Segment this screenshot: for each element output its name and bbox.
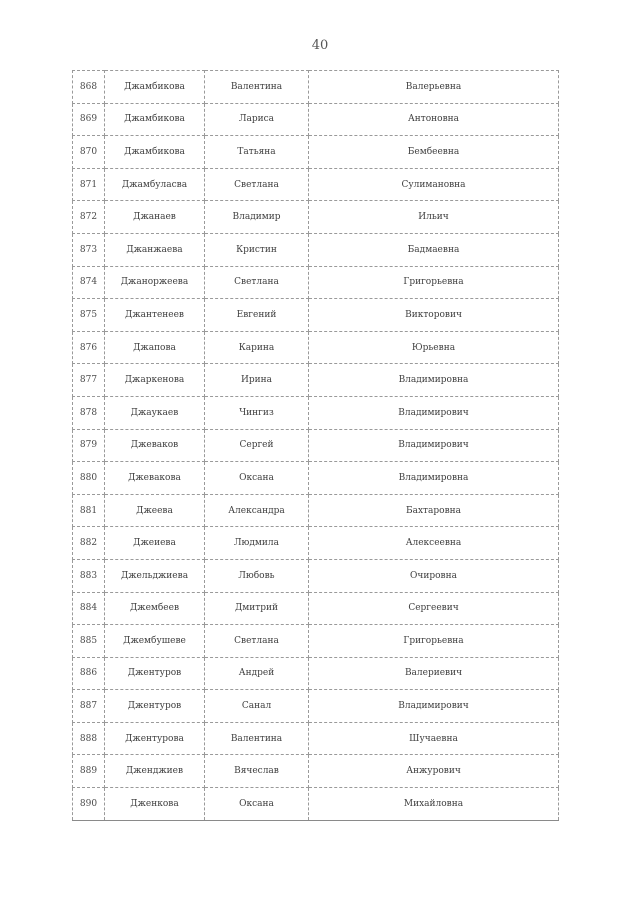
- surname-cell: Джевакова: [105, 462, 205, 495]
- row-number-cell: 871: [73, 168, 105, 201]
- first-name-cell: Оксана: [205, 788, 309, 821]
- names-table-container: [72, 70, 558, 821]
- patronymic-cell: Анжурович: [309, 755, 559, 788]
- patronymic-cell: Григорьевна: [309, 625, 559, 658]
- table-row: [73, 201, 559, 234]
- patronymic-cell: Шучаевна: [309, 722, 559, 755]
- table-row: [73, 233, 559, 266]
- first-name-cell: Валентина: [205, 722, 309, 755]
- row-number-cell: 881: [73, 494, 105, 527]
- first-name-cell: Светлана: [205, 266, 309, 299]
- first-name-cell: Светлана: [205, 168, 309, 201]
- patronymic-cell: Сулимановна: [309, 168, 559, 201]
- table-row: [73, 462, 559, 495]
- row-number-cell: 869: [73, 103, 105, 136]
- first-name-cell: Валентина: [205, 71, 309, 104]
- patronymic-cell: Викторович: [309, 299, 559, 332]
- surname-cell: Джембеев: [105, 592, 205, 625]
- row-number-cell: 890: [73, 788, 105, 821]
- surname-cell: Джамбикова: [105, 71, 205, 104]
- patronymic-cell: Антоновна: [309, 103, 559, 136]
- surname-cell: Джентуров: [105, 690, 205, 723]
- patronymic-cell: Валерьевна: [309, 71, 559, 104]
- first-name-cell: Сергей: [205, 429, 309, 462]
- surname-cell: Джамбикова: [105, 136, 205, 169]
- surname-cell: Дженджиев: [105, 755, 205, 788]
- surname-cell: Джембушеве: [105, 625, 205, 658]
- surname-cell: Джентуров: [105, 657, 205, 690]
- patronymic-cell: Владимировна: [309, 462, 559, 495]
- patronymic-cell: Бадмаевна: [309, 233, 559, 266]
- table-row: [73, 266, 559, 299]
- first-name-cell: Вячеслав: [205, 755, 309, 788]
- patronymic-cell: Ильич: [309, 201, 559, 234]
- surname-cell: Джентурова: [105, 722, 205, 755]
- row-number-cell: 874: [73, 266, 105, 299]
- table-row: [73, 722, 559, 755]
- surname-cell: Джеева: [105, 494, 205, 527]
- patronymic-cell: Владимировна: [309, 364, 559, 397]
- first-name-cell: Любовь: [205, 559, 309, 592]
- row-number-cell: 876: [73, 331, 105, 364]
- patronymic-cell: Владимирович: [309, 429, 559, 462]
- table-row: [73, 429, 559, 462]
- first-name-cell: Ирина: [205, 364, 309, 397]
- first-name-cell: Кристин: [205, 233, 309, 266]
- patronymic-cell: Михайловна: [309, 788, 559, 821]
- table-row: [73, 592, 559, 625]
- first-name-cell: Лариса: [205, 103, 309, 136]
- row-number-cell: 885: [73, 625, 105, 658]
- row-number-cell: 873: [73, 233, 105, 266]
- first-name-cell: Евгений: [205, 299, 309, 332]
- first-name-cell: Оксана: [205, 462, 309, 495]
- table-row: [73, 331, 559, 364]
- first-name-cell: Владимир: [205, 201, 309, 234]
- row-number-cell: 882: [73, 527, 105, 560]
- row-number-cell: 879: [73, 429, 105, 462]
- first-name-cell: Татьяна: [205, 136, 309, 169]
- table-row: [73, 364, 559, 397]
- table-row: [73, 559, 559, 592]
- row-number-cell: 884: [73, 592, 105, 625]
- row-number-cell: 868: [73, 71, 105, 104]
- surname-cell: Джапова: [105, 331, 205, 364]
- surname-cell: Джанжаева: [105, 233, 205, 266]
- surname-cell: Джаркенова: [105, 364, 205, 397]
- patronymic-cell: Бембеевна: [309, 136, 559, 169]
- surname-cell: Джеваков: [105, 429, 205, 462]
- row-number-cell: 877: [73, 364, 105, 397]
- surname-cell: Джамбуласва: [105, 168, 205, 201]
- table-row: [73, 103, 559, 136]
- row-number-cell: 883: [73, 559, 105, 592]
- surname-cell: Джаукаев: [105, 396, 205, 429]
- row-number-cell: 886: [73, 657, 105, 690]
- patronymic-cell: Валериевич: [309, 657, 559, 690]
- row-number-cell: 880: [73, 462, 105, 495]
- table-row: [73, 71, 559, 104]
- table-row: [73, 494, 559, 527]
- surname-cell: Джамбикова: [105, 103, 205, 136]
- first-name-cell: Санал: [205, 690, 309, 723]
- patronymic-cell: Алексеевна: [309, 527, 559, 560]
- patronymic-cell: Очировна: [309, 559, 559, 592]
- first-name-cell: Людмила: [205, 527, 309, 560]
- table-row: [73, 396, 559, 429]
- page-number: 40: [311, 38, 329, 53]
- surname-cell: Джельджиева: [105, 559, 205, 592]
- names-table: [72, 70, 559, 821]
- row-number-cell: 878: [73, 396, 105, 429]
- table-row: [73, 168, 559, 201]
- row-number-cell: 872: [73, 201, 105, 234]
- patronymic-cell: Сергеевич: [309, 592, 559, 625]
- first-name-cell: Александра: [205, 494, 309, 527]
- surname-cell: Джантенеев: [105, 299, 205, 332]
- row-number-cell: 870: [73, 136, 105, 169]
- table-body: [73, 71, 559, 821]
- row-number-cell: 888: [73, 722, 105, 755]
- table-row: [73, 299, 559, 332]
- table-row: [73, 788, 559, 821]
- row-number-cell: 889: [73, 755, 105, 788]
- first-name-cell: Дмитрий: [205, 592, 309, 625]
- patronymic-cell: Григорьевна: [309, 266, 559, 299]
- patronymic-cell: Владимирович: [309, 396, 559, 429]
- surname-cell: Дженкова: [105, 788, 205, 821]
- first-name-cell: Андрей: [205, 657, 309, 690]
- surname-cell: Джаноржеева: [105, 266, 205, 299]
- row-number-cell: 875: [73, 299, 105, 332]
- patronymic-cell: Юрьевна: [309, 331, 559, 364]
- table-row: [73, 136, 559, 169]
- patronymic-cell: Владимирович: [309, 690, 559, 723]
- table-row: [73, 527, 559, 560]
- table-row: [73, 690, 559, 723]
- row-number-cell: 887: [73, 690, 105, 723]
- surname-cell: Джеиева: [105, 527, 205, 560]
- patronymic-cell: Бахтаровна: [309, 494, 559, 527]
- table-row: [73, 755, 559, 788]
- table-row: [73, 625, 559, 658]
- first-name-cell: Карина: [205, 331, 309, 364]
- first-name-cell: Чингиз: [205, 396, 309, 429]
- table-row: [73, 657, 559, 690]
- first-name-cell: Светлана: [205, 625, 309, 658]
- surname-cell: Джанаев: [105, 201, 205, 234]
